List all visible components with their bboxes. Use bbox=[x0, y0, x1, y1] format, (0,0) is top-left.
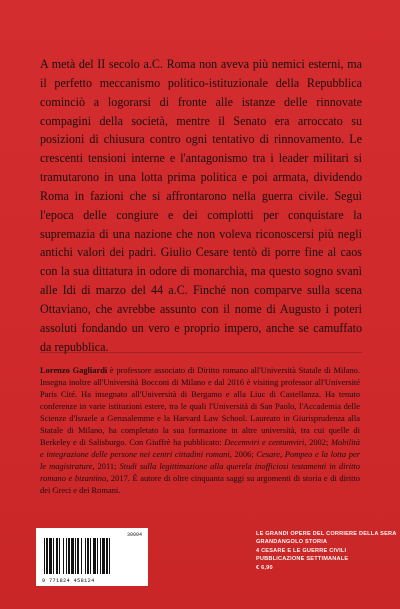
series-name: GRANDANGOLO STORIA bbox=[256, 539, 328, 546]
price: € 6,90 bbox=[256, 564, 273, 571]
work-title: Studi sulla legittimazione alla querela inofficiosi testamenti in diritto romano e bizantino bbox=[40, 461, 361, 484]
bio-text: , 2017. È autore di oltre cinquanta saggi su argomenti di storia e di diritto dei Greci e dei Romani. bbox=[40, 473, 361, 496]
author-name: Lorenzo Gagliardi bbox=[40, 365, 108, 375]
barcode-bar bbox=[97, 538, 98, 574]
section-divider bbox=[40, 352, 362, 353]
work-title: Decemviri e centumviri bbox=[224, 437, 305, 448]
series-info bbox=[256, 530, 397, 572]
barcode-bar bbox=[71, 538, 74, 574]
barcode-bars bbox=[44, 538, 140, 574]
barcode-bar bbox=[56, 538, 58, 574]
barcode-bar bbox=[90, 538, 91, 574]
bio-text: , 2006; bbox=[229, 449, 257, 460]
barcode-bar bbox=[49, 538, 52, 574]
bio-text: , 2002; bbox=[304, 437, 331, 448]
barcode-number: 9 771824 458124 bbox=[42, 578, 95, 584]
barcode-bar bbox=[44, 538, 45, 574]
work-title: Mobilità e integrazione delle persone nei centri cittadini romani bbox=[40, 437, 360, 460]
publication-frequency: PUBBLICAZIONE SETTIMANALE bbox=[256, 556, 349, 563]
synopsis-paragraph: A metà del II secolo a.C. Roma non aveva più nemici esterni, ma il perfetto meccanismo politico-istituzionale della Repubblica cominciò a logorarsi di fronte alle istanze delle rinnovate compagini della società, mentre il Senato era arroccato su posizioni di chiusura contro ogni tentativo di rinnovamento. Le crescenti tensioni interne e l'antagonismo tra i leader militari si tramutarono in una lotta prima politica e poi armata, dividendo Roma in fazioni che si affrontarono nella guerra civile. Seguì l'epoca delle congiure e dei complotti per conquistare la supremazia di una nazione che non voleva riconoscersi più negli antichi valori dei padri. Giulio Cesare tentò di porre fine al caos con la sua dittatura in odore di monarchia, ma questo sogno svanì alle Idi di marzo del 44 a.C. Finché non comparve sulla scena Ottaviano, che avrebbe assunto con il nome di Augusto i poteri assoluti fondando un vero e proprio impero, anche se camuffato da repubblica. bbox=[40, 57, 362, 354]
volume-title: 4 CESARE E LE GUERRE CIVILI bbox=[256, 547, 347, 554]
barcode-bar bbox=[93, 538, 96, 574]
barcode-bar bbox=[81, 538, 82, 574]
author-bio bbox=[40, 364, 360, 497]
barcode-bar bbox=[68, 538, 70, 574]
barcode-issue-code: 30004 bbox=[126, 532, 142, 538]
barcode-bar bbox=[46, 538, 48, 574]
barcode-bar bbox=[53, 538, 54, 574]
work-title: Cesare, Pompeo e la lotta per le magistrature bbox=[40, 449, 360, 472]
barcode-bar bbox=[85, 538, 86, 574]
barcode-bar bbox=[77, 538, 79, 574]
barcode-bar bbox=[100, 538, 101, 574]
barcode-bar bbox=[102, 538, 105, 574]
barcode-bar bbox=[63, 538, 64, 574]
series-publisher: LE GRANDI OPERE DEL CORRIERE DELLA SERA bbox=[256, 531, 397, 537]
barcode-bar bbox=[66, 538, 67, 574]
synopsis-text bbox=[40, 55, 362, 357]
bio-text: è professore associato di Diritto romano all'Università Statale di Milano. Insegna inoltre all'Università Bocconi di Milano e dal 2016 è visiting professor all'Université Paris Cité. Ha insegnato all'Università di Bergamo e alla Liuc di Castellanza. Ha tenuto conferenze in varie istituzioni estere, tra le quali l'Università di San Paolo, l'Accademia delle Scienze d'Israele a Gerusalemme e la Harvard Law School. Laureato in Giurisprudenza alla Statale di Milano, ha completato la sua formazione in altre università, tra cui quelle di Berkeley e di Salisburgo. Con Giuffrè ha pubblicato: bbox=[40, 365, 360, 448]
barcode-bar bbox=[106, 538, 108, 574]
barcode bbox=[36, 528, 148, 586]
barcode-bar bbox=[87, 538, 89, 574]
barcode-bar bbox=[59, 538, 60, 574]
barcode-bar bbox=[109, 538, 110, 574]
bio-text: , 2011; bbox=[92, 461, 120, 472]
barcode-bar bbox=[75, 538, 76, 574]
